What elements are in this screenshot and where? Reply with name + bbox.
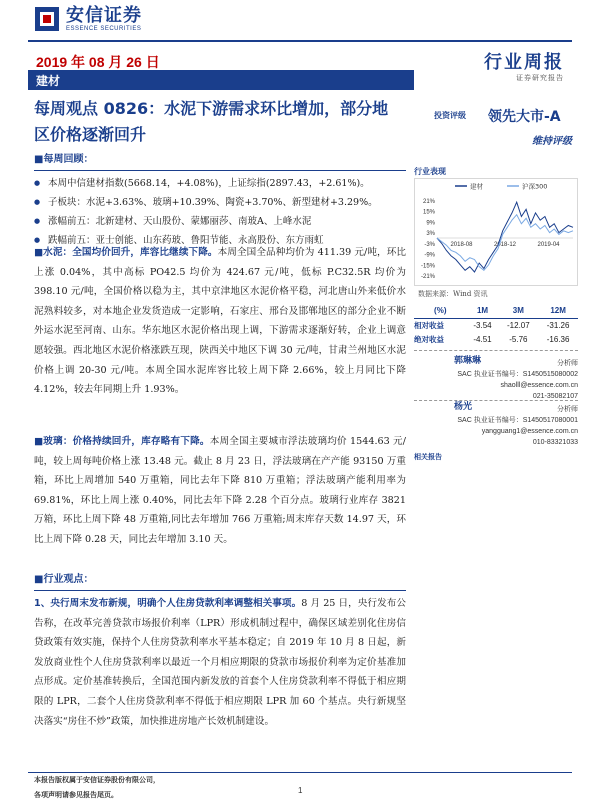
industry-view-body: 8 月 25 日，央行发布公告称，在改革完善贷款市场报价利率（LPR）形成机制过程中，确保区域差别化住房信贷政策有效实施，保持个人住房贷款利率水平基本稳定；自 2019 年 10 月 8 日起，新发放商业性个人住房贷款利率以最近一个月相应期限的贷款市场报价利率为定价基准加点形成。定价基准转换后，全国范围内新发放的首套个人住房贷款利率不得低于相应期限的 LPR，二套个人住房贷款利率不得低于相应期限 LPR 加 60 个基点。央行新规坚决落实“房住不炒”政策，加快推进房地产长效机制建设。	[34, 598, 406, 727]
legend-label: 沪深300	[522, 182, 548, 191]
analyst-name: 郭琳琳	[454, 356, 482, 366]
related-reports-heading: 相关报告	[414, 452, 442, 461]
review-bullet: ● 本周中信建材指数(5668.14，+4.08%)，上证综指(2897.43，+2.61%)。	[34, 174, 406, 193]
company-logo	[34, 6, 142, 32]
weekly-review-section	[34, 150, 406, 250]
header-divider	[28, 40, 572, 42]
perf-cell: -4.51	[473, 334, 492, 344]
logo-en-text: ESSENCE SECURITIES	[66, 26, 142, 32]
perf-cell: -3.54	[473, 320, 492, 330]
analyst-phone: 021-35082107	[532, 393, 578, 400]
review-bullet: ● 跌幅前五：亚士创能、山东药玻、鲁阳节能、永高股份、东方雨虹	[34, 231, 406, 250]
perf-cell: -5.76	[509, 334, 528, 344]
logo-mark-icon	[34, 6, 60, 32]
analyst-divider	[414, 350, 578, 351]
perf-row-name: 相对收益	[414, 320, 444, 330]
glass-body: 本周全国主要城市浮法玻璃均价 1544.63 元/吨，较上周每吨价格上涨 13.48 元。截止 8 月 23 日，浮法玻璃在产产能 93150 万重箱，环比上周增加 540 万重箱，同比去年下降 810 万重箱；浮法玻璃产能利用率为 69.81%，环比上周上涨 0.40%，同比去年下降 2.28 个百分点。玻璃行业库存 3821 万箱，环比上周下降 48 万重箱,同比去年增加 766 万重箱;周末库存天数 14.97 天，环比上周下降 0.28 天，同比去年增加 3.10 天。	[34, 436, 406, 545]
legend-label: 建材	[470, 182, 483, 191]
cement-section	[34, 243, 406, 400]
footer-disclaimer: 本报告版权属于安信证券股份有限公司，	[34, 775, 160, 784]
perf-header-cell: 1M	[467, 304, 499, 318]
footer-divider	[28, 772, 572, 773]
table-row	[414, 318, 578, 332]
rating-label: 投资评级	[434, 110, 466, 120]
performance-chart-svg	[415, 179, 577, 285]
y-tick-label: -21%	[420, 274, 435, 281]
page-number: 1	[298, 786, 303, 795]
industry-view-section	[34, 570, 406, 731]
table-row	[414, 332, 578, 346]
rating-status: 维持评级	[532, 136, 572, 147]
y-tick-label: -9%	[424, 252, 435, 259]
analyst-email[interactable]: shaolll@essence.com.cn	[500, 382, 578, 389]
analyst-card	[414, 402, 578, 448]
x-tick-label: 2019-04	[537, 242, 560, 248]
footer-disclaimer-2: 各项声明请参见报告尾页。	[34, 790, 118, 799]
cement-lead: 水泥：全国均价回升，库容比继续下降。	[43, 247, 218, 258]
rating-value: 领先大市-A	[488, 109, 561, 125]
y-tick-label: -15%	[420, 263, 435, 270]
cement-body: 本周全国全品种均价为 411.39 元/吨，环比上涨 0.04%，其中高标 PO42.5 均价为 424.67 元/吨，低标 P.C32.5R 均价为 398.10 元/吨，全国价格以稳为主，其中京津地区水泥价格平稳，河北唐山外来低价水泥熟料较多，对本地企业发货造成一定影响，石家庄、邢台及邯郸地区的部分企业不断外运水泥至河南、山东。华东地区水泥价格出现上调，下游需求逐渐好转，企业上调意愿较强。西北地区水泥价格涨跌互现，陕西关中地区下调 30 元/吨，甘肃兰州地区水泥价格上调 20-30 元/吨。本周全国水泥库容比较上周下降 2.66%，较上月同比下降 4.12%，较去年同期上升 1.93%。	[34, 247, 407, 396]
report-title: 每周观点 0826：水泥下游需求环比增加，部分地区价格逐渐回升	[34, 99, 389, 144]
y-tick-label: 9%	[426, 220, 435, 227]
perf-cell: -16.36	[546, 334, 570, 344]
report-type: 行业周报	[484, 52, 564, 73]
x-tick-label: 2018-08	[450, 242, 473, 248]
y-tick-label: 21%	[422, 198, 435, 205]
report-date: 2019 年 08 月 26 日	[36, 54, 160, 70]
perf-header-cell: (%)	[414, 304, 467, 318]
analyst-card	[414, 356, 578, 402]
industry-view-heading: ■行业观点：	[34, 570, 406, 591]
logo-cn-text: 安信证券	[66, 5, 142, 26]
analyst-email[interactable]: yangguang1@essence.com.cn	[481, 428, 578, 435]
series-line-0	[437, 202, 573, 272]
performance-table	[414, 304, 578, 346]
cement-marker: ■	[34, 247, 44, 258]
review-bullet: ● 涨幅前五：北新建材、天山股份、蒙娜丽莎、南玻A、上峰水泥	[34, 212, 406, 231]
perf-cell: -12.07	[507, 320, 530, 330]
glass-marker: ■	[34, 436, 44, 447]
perf-header-row	[414, 304, 578, 318]
y-tick-label: 3%	[426, 231, 435, 238]
perf-header-cell: 3M	[498, 304, 538, 318]
analyst-license: SAC 执业证书编号：S1450515080002	[457, 371, 578, 378]
analyst-license: SAC 执业证书编号：S1450517080001	[457, 417, 578, 424]
performance-chart	[414, 178, 578, 286]
perf-row-name: 绝对收益	[414, 334, 444, 344]
perf-cell: -31.26	[546, 320, 570, 330]
analyst-role: 分析师	[557, 360, 578, 367]
y-tick-label: 15%	[422, 209, 435, 216]
sector-bar	[28, 70, 414, 90]
weekly-review-heading: ■每周回顾：	[34, 150, 406, 171]
glass-lead: 玻璃：价格持续回升，库存略有下降。	[43, 436, 210, 447]
chart-source: 数据来源：Wind 资讯	[418, 290, 488, 298]
analyst-name: 杨光	[454, 402, 473, 412]
analyst-divider	[414, 400, 578, 401]
performance-heading: 行业表现	[414, 166, 578, 179]
industry-view-lead: 1、央行周末发布新规，明确个人住房贷款利率调整相关事项。	[34, 598, 302, 609]
analyst-role: 分析师	[557, 406, 578, 413]
report-subtitle: 证券研究报告	[516, 74, 564, 82]
perf-header-cell: 12M	[538, 304, 578, 318]
y-tick-label: -3%	[424, 241, 435, 248]
sector-label: 建材	[36, 74, 61, 88]
review-bullet: ● 子板块：水泥+3.63%、玻璃+10.39%、陶瓷+3.70%、新型建材+3.29%。	[34, 193, 406, 212]
analyst-phone: 010-83321033	[532, 439, 578, 446]
industry-view-paragraph	[34, 594, 406, 731]
x-tick-label: 2018-12	[493, 242, 517, 248]
glass-section	[34, 432, 406, 550]
